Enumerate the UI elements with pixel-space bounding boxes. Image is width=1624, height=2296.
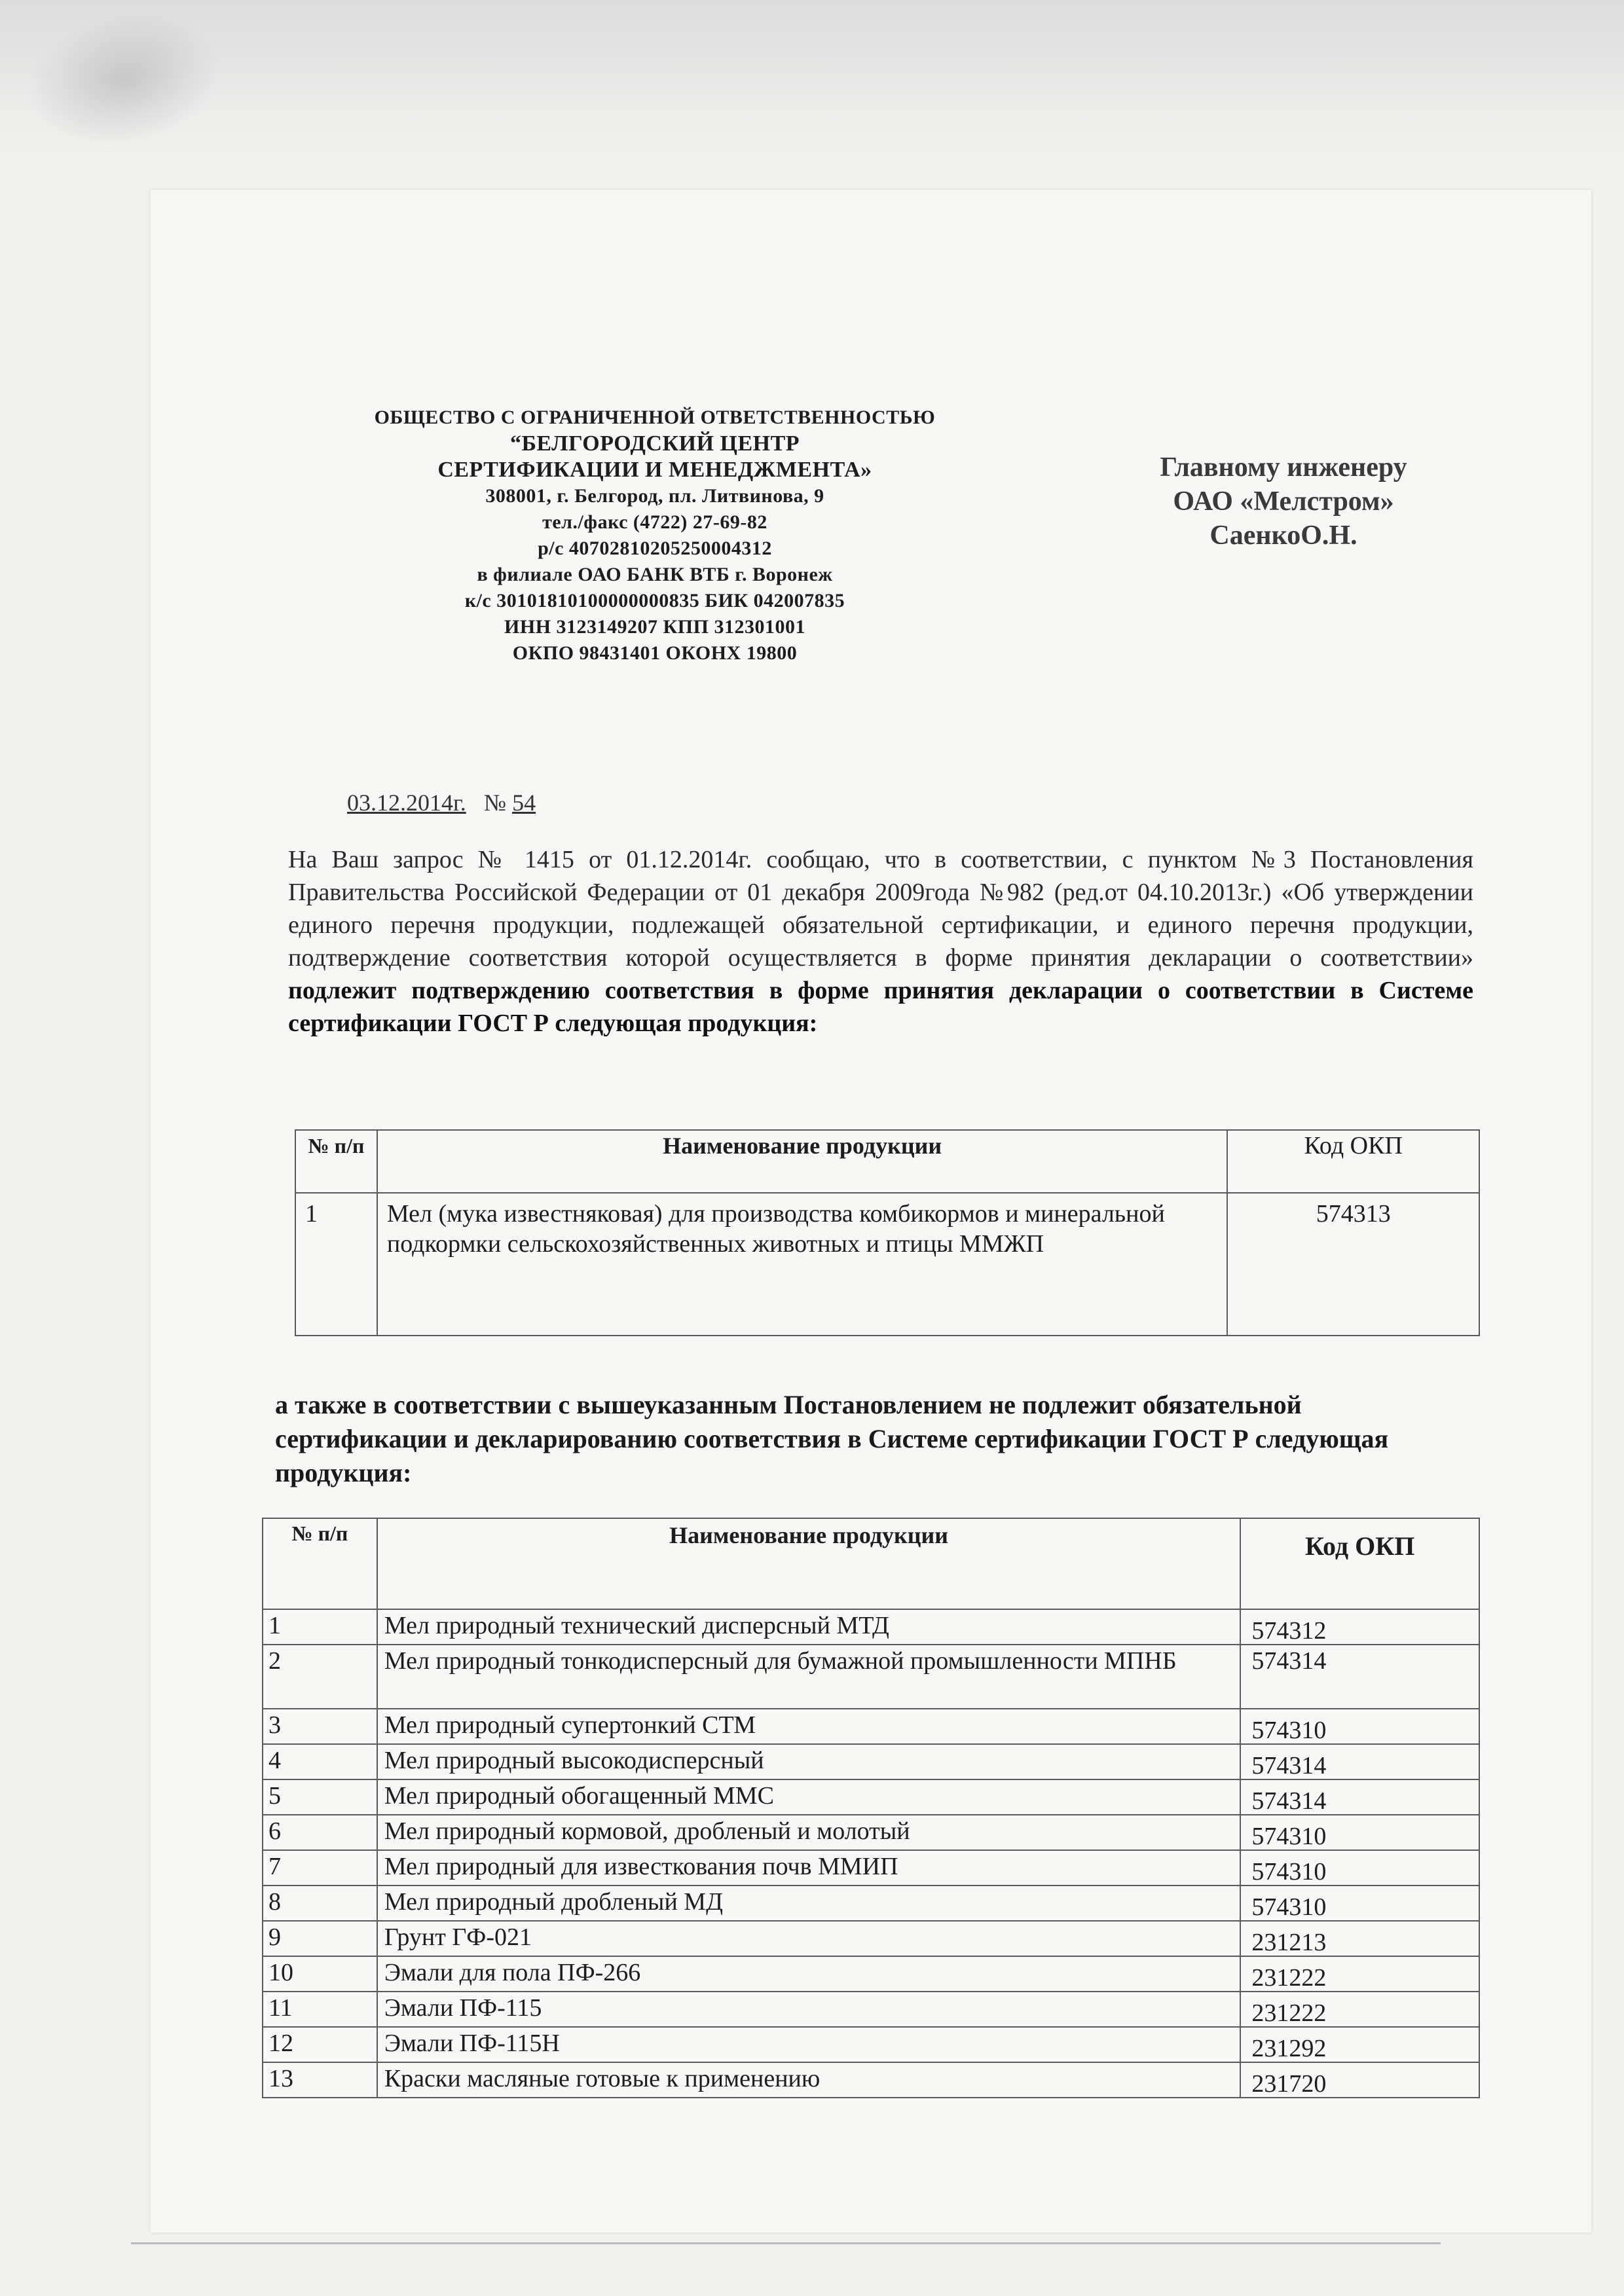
row-code: 231213 <box>1240 1921 1479 1956</box>
sender-line: ОКПО 98431401 ОКОНХ 19800 <box>512 642 798 664</box>
sender-line: р/с 40702810205250004312 <box>538 538 772 559</box>
row-code: 574312 <box>1240 1609 1479 1645</box>
row-code: 574314 <box>1240 1744 1479 1779</box>
row-name: Мел природный для известкования почв ММИП <box>377 1850 1241 1886</box>
letter-number: 54 <box>512 790 536 816</box>
row-num: 1 <box>263 1609 377 1645</box>
row-code: 231292 <box>1240 2027 1479 2062</box>
letter-number-label: № <box>483 790 507 816</box>
table-row <box>263 1815 1479 1850</box>
row-num: 5 <box>263 1779 377 1815</box>
row-name: Мел природный тонкодисперсный для бумажной промышленности МПНБ <box>377 1645 1241 1709</box>
recipient-company: ОАО «Мелстром» <box>1173 486 1394 517</box>
recipient-position: Главному инженеру <box>1160 452 1407 483</box>
table-row <box>263 1886 1479 1921</box>
table-row <box>263 1956 1479 1992</box>
row-code: 231720 <box>1240 2062 1479 2098</box>
table-row <box>263 1779 1479 1815</box>
table-row <box>263 1744 1479 1779</box>
table-row <box>295 1193 1479 1336</box>
row-num: 8 <box>263 1886 377 1921</box>
header-code: Код ОКП <box>1227 1130 1479 1193</box>
sender-line: “БЕЛГОРОДСКИЙ ЦЕНТР <box>509 431 800 456</box>
sender-line: тел./факс (4722) 27-69-82 <box>542 511 767 533</box>
sender-line: к/с 30101810100000000835 БИК 042007835 <box>464 590 845 611</box>
table-row <box>263 1921 1479 1956</box>
table-header-row <box>295 1130 1479 1193</box>
intro-bold-text: подлежит подтверждению соответствия в форме принятия декларации о соответствии в Системе сертификации ГОСТ Р следующая продукция: <box>288 977 1473 1037</box>
sender-line: 308001, г. Белгород, пл. Литвинова, 9 <box>485 485 824 507</box>
row-code: 574314 <box>1240 1645 1479 1709</box>
row-num: 11 <box>263 1992 377 2027</box>
recipient-name: СаенкоО.Н. <box>1209 520 1357 551</box>
row-num: 1 <box>295 1193 377 1336</box>
table-header-row <box>263 1518 1479 1609</box>
table-row <box>263 1609 1479 1645</box>
sender-line: СЕРТИФИКАЦИИ И МЕНЕДЖМЕНТА» <box>437 458 872 482</box>
intro-paragraph <box>288 843 1473 1040</box>
row-name: Эмали ПФ-115 <box>377 1992 1241 2027</box>
scan-border-shadow <box>0 0 1624 170</box>
table-row <box>263 1645 1479 1709</box>
recipient-block <box>1074 450 1493 553</box>
sender-line: ИНН 3123149207 КПП 312301001 <box>504 616 805 638</box>
exempt-products-table <box>262 1518 1480 2098</box>
intro-text: На Ваш запрос № 1415 от 01.12.2014г. сообщаю, что в соответствии, с пунктом №3 Постановления Правительства Российской Федерации от 01 декабря 2009года №982 (ред.от 04.10.2013г.) «Об утверждении единого перечня продукции, подлежащей обязательной сертификации, и единого перечня продукции, подтверждение соответствия которой осуществляется в форме принятия декларации о соответствии» <box>288 846 1473 972</box>
row-num: 7 <box>263 1850 377 1886</box>
row-name: Эмали ПФ-115Н <box>377 2027 1241 2062</box>
row-num: 13 <box>263 2062 377 2098</box>
sender-line: в филиале ОАО БАНК ВТБ г. Воронеж <box>477 564 833 585</box>
row-name: Грунт ГФ-021 <box>377 1921 1241 1956</box>
row-num: 3 <box>263 1709 377 1744</box>
row-code: 231222 <box>1240 1992 1479 2027</box>
letter-date-number <box>347 789 536 816</box>
row-code: 574310 <box>1240 1815 1479 1850</box>
row-name: Мел (мука известняковая) для производства комбикормов и минеральной подкормки сельскохозяйственных животных и птицы ММЖП <box>377 1193 1228 1336</box>
row-name: Мел природный высокодисперсный <box>377 1744 1241 1779</box>
row-num: 4 <box>263 1744 377 1779</box>
header-num: № п/п <box>263 1518 377 1609</box>
row-code: 574314 <box>1240 1779 1479 1815</box>
scan-bottom-edge <box>131 2242 1441 2244</box>
header-code: Код ОКП <box>1240 1518 1479 1609</box>
row-num: 6 <box>263 1815 377 1850</box>
row-name: Мел природный кормовой, дробленый и молотый <box>377 1815 1241 1850</box>
row-code: 574310 <box>1240 1886 1479 1921</box>
table-row <box>263 1709 1479 1744</box>
table-row <box>263 2027 1479 2062</box>
row-code: 574310 <box>1240 1709 1479 1744</box>
table-row <box>263 2062 1479 2098</box>
sender-letterhead <box>327 405 982 666</box>
row-name: Мел природный супертонкий СТМ <box>377 1709 1241 1744</box>
row-num: 10 <box>263 1956 377 1992</box>
declaration-products-table <box>295 1129 1480 1336</box>
letter-date: 03.12.2014г. <box>347 790 466 816</box>
row-num: 2 <box>263 1645 377 1709</box>
row-name: Краски масляные готовые к применению <box>377 2062 1241 2098</box>
header-name: Наименование продукции <box>377 1518 1241 1609</box>
table-row <box>263 1850 1479 1886</box>
row-name: Эмали для пола ПФ-266 <box>377 1956 1241 1992</box>
row-name: Мел природный технический дисперсный МТД <box>377 1609 1241 1645</box>
header-name: Наименование продукции <box>377 1130 1228 1193</box>
header-num: № п/п <box>295 1130 377 1193</box>
row-code: 574310 <box>1240 1850 1479 1886</box>
row-name: Мел природный дробленый МД <box>377 1886 1241 1921</box>
row-num: 9 <box>263 1921 377 1956</box>
row-code: 231222 <box>1240 1956 1479 1992</box>
exempt-paragraph: а также в соответствии с вышеуказанным Постановлением не подлежит обязательной сертификации и декларированию соответствия в Системе сертификации ГОСТ Р следующая продукция: <box>275 1390 1389 1487</box>
table-row <box>263 1992 1479 2027</box>
row-code: 574313 <box>1227 1193 1479 1336</box>
row-name: Мел природный обогащенный ММС <box>377 1779 1241 1815</box>
row-num: 12 <box>263 2027 377 2062</box>
sender-line: ОБЩЕСТВО С ОГРАНИЧЕННОЙ ОТВЕТСТВЕННОСТЬЮ <box>374 407 936 428</box>
